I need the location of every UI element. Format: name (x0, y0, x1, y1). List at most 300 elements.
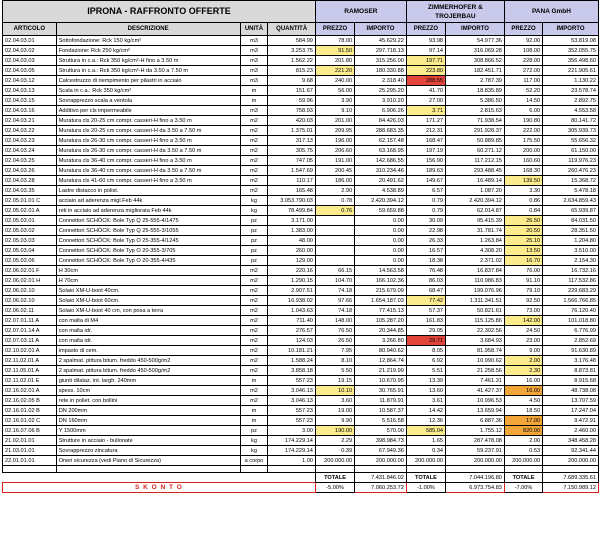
cell-importo: 20.491.62 (355, 176, 407, 186)
cell-prezzo: 197.71 (406, 56, 445, 66)
cell-prezzo: 117.00 (504, 76, 542, 86)
cell-descrizione: DN 160mm (56, 416, 240, 426)
cell-importo: 67.949.36 (355, 446, 407, 456)
totale-label: TOTALE (315, 473, 354, 483)
cell-prezzo (315, 246, 354, 256)
cell-importo: 48.738.08 (543, 386, 599, 396)
cell-articolo: 02.05.03.01 (3, 216, 57, 226)
cell-importo: 182.451.71 (446, 66, 505, 76)
cell-importo: 55.656.32 (543, 136, 599, 146)
cell-descrizione: Solaio XM-U-boot 40 cm, con posa a terra (56, 306, 240, 316)
cell-importo: 166.102.36 (355, 276, 407, 286)
cell-importo: 45.629.22 (355, 36, 407, 46)
cell-prezzo: 0.84 (504, 206, 542, 216)
cell-unita: pz (240, 426, 268, 436)
cell-quantita: 1.562.22 (268, 56, 316, 66)
cell-articolo: 02.16.02.05 B (3, 396, 57, 406)
cell-quantita: 3.00 (268, 426, 316, 436)
cell-importo: 200.000.00 (355, 456, 407, 466)
cell-prezzo: 139.50 (504, 176, 542, 186)
cell-importo: 21.258.56 (446, 366, 505, 376)
col-unita: UNITÀ (240, 23, 268, 36)
cell-unita: m3 (240, 76, 268, 86)
cell-quantita: 165.48 (268, 186, 316, 196)
table-body (3, 36, 599, 466)
cell-importo: 352.055.75 (543, 46, 599, 56)
cell-descrizione: Additivo per cls impermeabile (56, 106, 240, 116)
cell-importo: 16.837.84 (446, 266, 505, 276)
cell-prezzo: 189.63 (406, 166, 445, 176)
table-row (3, 76, 599, 86)
cell-prezzo: 585.04 (406, 426, 445, 436)
cell-articolo: 02.04.03.22 (3, 126, 57, 136)
cell-unita: m3 (240, 56, 268, 66)
table-row (3, 106, 599, 116)
table-row (3, 386, 599, 396)
cell-importo: 0.00 (355, 226, 407, 236)
cell-articolo: 02.04.03.26 (3, 166, 57, 176)
table-row (3, 246, 599, 256)
cell-quantita: 276.57 (268, 326, 316, 336)
cell-prezzo: 16.70 (504, 256, 542, 266)
cell-prezzo: 6.57 (406, 186, 445, 196)
cell-quantita: 48.00 (268, 236, 316, 246)
cell-importo: 115.125.86 (446, 316, 505, 326)
cell-importo: 31.781.74 (446, 226, 505, 236)
cell-importo: 229.683.29 (543, 286, 599, 296)
cell-quantita: 1.290.15 (268, 276, 316, 286)
cell-articolo: 02.16.07.06 B (3, 426, 57, 436)
table-row (3, 356, 599, 366)
cell-articolo: 02.04.03.23 (3, 136, 57, 146)
cell-prezzo: 91.10 (504, 276, 542, 286)
cell-unita: a corpo (240, 456, 268, 466)
cell-unita: m (240, 406, 268, 416)
sconto-total-zimmerhofer: 6.973.754.83 (446, 483, 505, 493)
cell-unita: m2 (240, 126, 268, 136)
cell-articolo: 02.16.02.01 A (3, 386, 57, 396)
cell-importo: 110.986.83 (446, 276, 505, 286)
table-row (3, 56, 599, 66)
table-row (3, 436, 599, 446)
cell-prezzo: 288.55 (406, 76, 445, 86)
cell-importo: 65.939.87 (543, 206, 599, 216)
cell-prezzo: 9.90 (315, 416, 354, 426)
cell-descrizione: Muratura cls 26-30 cm compr. casseri-H da 3.50 a 7.50 m (56, 146, 240, 156)
col-importo: IMPORTO (355, 23, 407, 36)
cell-prezzo: 86.03 (406, 276, 445, 286)
cell-unita: kg (240, 446, 268, 456)
table-row (3, 186, 599, 196)
cell-importo: 119.976.23 (543, 156, 599, 166)
cell-unita: m2 (240, 326, 268, 336)
cell-prezzo: 91.50 (315, 46, 354, 56)
cell-importo: 13.707.59 (543, 396, 599, 406)
cell-prezzo (315, 226, 354, 236)
cell-unita: m2 (240, 286, 268, 296)
col-prezzo: PREZZO (504, 23, 542, 36)
cell-importo: 287.478.08 (446, 436, 505, 446)
totale-label: TOTALE (504, 473, 542, 483)
cell-prezzo: 13.39 (406, 376, 445, 386)
cell-importo: 2.787.39 (446, 76, 505, 86)
cell-quantita: 220.16 (268, 266, 316, 276)
cell-unita: m2 (240, 176, 268, 186)
cell-quantita: 59.96 (268, 96, 316, 106)
cell-unita: kg (240, 196, 268, 206)
cell-prezzo: 200.000.00 (406, 456, 445, 466)
cell-importo: 117.212.15 (446, 156, 505, 166)
cell-prezzo: 7.95 (315, 346, 354, 356)
cell-importo: 80.141.72 (543, 116, 599, 126)
cell-descrizione: Connettori SCHÖCK: Bole Typ O 20-355-4/435 (56, 256, 240, 266)
table-row (3, 336, 599, 346)
cell-importo: 260.476.23 (543, 166, 599, 176)
cell-descrizione: Oneri sicurezza (vedi Piano di Sicurezza) (56, 456, 240, 466)
cell-prezzo: 79.10 (504, 286, 542, 296)
cell-importo: 6.776.99 (543, 326, 599, 336)
cell-importo: 291.928.37 (446, 126, 505, 136)
sconto-total-ramoser: 7.060.253.72 (355, 483, 407, 493)
sconto-label: S K O N T O (3, 483, 316, 493)
cell-importo: 1.654.187.03 (355, 296, 407, 306)
table-row (3, 216, 599, 226)
cell-importo: 2.318.40 (355, 76, 407, 86)
cell-articolo: 02.04.03.21 (3, 116, 57, 126)
cell-prezzo: 0.39 (315, 446, 354, 456)
cell-quantita: 758.93 (268, 106, 316, 116)
cell-articolo: 02.06.02.10 (3, 296, 57, 306)
table-row (3, 266, 599, 276)
cell-unita: m2 (240, 386, 268, 396)
cell-prezzo: 20.50 (504, 226, 542, 236)
cell-importo: 62.014.87 (446, 206, 505, 216)
cell-importo: 200.000.00 (543, 456, 599, 466)
cell-unita: m2 (240, 316, 268, 326)
cell-prezzo: 24.50 (504, 326, 542, 336)
cell-articolo: 02.04.03.28 (3, 176, 57, 186)
supplier-ramoser: RAMOSER (315, 1, 406, 23)
cell-importo: 315.256.00 (355, 56, 407, 66)
cell-importo: 11.879.91 (355, 396, 407, 406)
table-row (3, 366, 599, 376)
cell-importo: 50.821.61 (446, 306, 505, 316)
cell-importo: 1.566.766.85 (543, 296, 599, 306)
cell-quantita: 557.23 (268, 406, 316, 416)
cell-importo: 1.087.20 (446, 186, 505, 196)
cell-prezzo: 41.70 (406, 86, 445, 96)
cell-prezzo: 52.20 (504, 86, 542, 96)
cell-importo: 4.538.89 (355, 186, 407, 196)
cell-prezzo: 13.60 (406, 386, 445, 396)
cell-prezzo: 222.00 (504, 126, 542, 136)
cell-descrizione: Connettori SCHÖCK: Bole Typ O 20-355-3/705 (56, 246, 240, 256)
cell-prezzo: 14.50 (504, 96, 542, 106)
cell-descrizione: spess. 10cm (56, 386, 240, 396)
cell-importo: 18.835.89 (446, 86, 505, 96)
cell-articolo: 21.03.01.01 (3, 446, 57, 456)
cell-prezzo: 148.00 (315, 316, 354, 326)
cell-quantita: 1.588.24 (268, 356, 316, 366)
sconto-pct-pana: -7.00% (504, 483, 542, 493)
cell-descrizione: Muratura cls 41-60 cm compr. casseri-H fino a 3.50 m (56, 176, 240, 186)
cell-prezzo: 29.71 (406, 336, 445, 346)
cell-prezzo: 3.71 (406, 106, 445, 116)
cell-prezzo: 2.90 (315, 186, 354, 196)
col-importo: IMPORTO (543, 23, 599, 36)
col-descrizione: DESCRIZIONE (56, 23, 240, 36)
cell-importo: 8.873.81 (543, 366, 599, 376)
cell-quantita: 3.053.790.03 (268, 196, 316, 206)
cell-importo: 310.234.46 (355, 166, 407, 176)
cell-importo: 61.150.00 (543, 146, 599, 156)
cell-unita: m2 (240, 336, 268, 346)
cell-prezzo: 68.47 (406, 286, 445, 296)
cell-prezzo: 200.000.00 (504, 456, 542, 466)
cell-prezzo: 0.76 (315, 206, 354, 216)
cell-importo: 9.472.91 (543, 416, 599, 426)
cell-importo: 41.427.37 (446, 386, 505, 396)
cell-quantita: 557.23 (268, 376, 316, 386)
cell-descrizione: con malta idr. (56, 326, 240, 336)
cell-prezzo: 10.10 (315, 386, 354, 396)
cell-prezzo: 3.60 (315, 396, 354, 406)
cell-prezzo: 29.05 (406, 326, 445, 336)
cell-quantita: 129.00 (268, 256, 316, 266)
cell-importo: 1.263.84 (446, 236, 505, 246)
cell-importo: 4.553.58 (543, 106, 599, 116)
cell-importo: 5.386.50 (446, 96, 505, 106)
cell-articolo: 02.16.01.02 B (3, 406, 57, 416)
table-row (3, 176, 599, 186)
cell-prezzo: 19.00 (315, 406, 354, 416)
cell-prezzo: 209.95 (315, 126, 354, 136)
cell-importo: 1.755.12 (446, 426, 505, 436)
cell-importo: 16.732.16 (543, 266, 599, 276)
cell-quantita: 124.03 (268, 336, 316, 346)
cell-descrizione: H 30cm (56, 266, 240, 276)
table-row (3, 396, 599, 406)
cell-quantita: 2.907.51 (268, 286, 316, 296)
table-row (3, 126, 599, 136)
cell-prezzo: 240.00 (315, 76, 354, 86)
cell-prezzo: 206.60 (315, 146, 354, 156)
cell-importo: 2.852.69 (543, 336, 599, 346)
cell-prezzo: 228.00 (504, 56, 542, 66)
cell-importo: 22.302.56 (446, 326, 505, 336)
cell-importo: 12.864.74 (355, 356, 407, 366)
cell-prezzo: 200.000.00 (315, 456, 354, 466)
table-row (3, 226, 599, 236)
cell-importo: 180.330.88 (355, 66, 407, 76)
cell-quantita: 78.499.84 (268, 206, 316, 216)
cell-importo: 0.00 (355, 246, 407, 256)
cell-prezzo: 201.80 (315, 56, 354, 66)
cell-articolo: 02.04.03.24 (3, 146, 57, 156)
cell-importo: 23.578.74 (543, 86, 599, 96)
cell-importo: 92.341.44 (543, 446, 599, 456)
cell-articolo: 02.06.02.01 F (3, 266, 57, 276)
cell-importo: 2.892.75 (543, 96, 599, 106)
cell-descrizione: 2 spalmat. pittura bitum. freddo 450-500g/m2 (56, 366, 240, 376)
cell-prezzo: 0.86 (504, 196, 542, 206)
cell-descrizione: Solaio XM-U-boot 40cm. (56, 286, 240, 296)
cell-articolo: 02.07.03.11 A (3, 336, 57, 346)
table-row (3, 406, 599, 416)
cell-prezzo: 0.34 (406, 446, 445, 456)
spacer-row (3, 466, 599, 473)
cell-prezzo: 97.66 (315, 296, 354, 306)
table-row (3, 46, 599, 56)
cell-prezzo: 74.18 (315, 286, 354, 296)
cell-prezzo (315, 216, 354, 226)
comparison-table (2, 0, 599, 493)
cell-prezzo: 212.31 (406, 126, 445, 136)
cell-descrizione: impasto di cem. (56, 346, 240, 356)
cell-articolo: 22.01.01.01 (3, 456, 57, 466)
cell-prezzo: 175.50 (504, 136, 542, 146)
cell-unita: m2 (240, 276, 268, 286)
cell-descrizione: Struttura in c.a.: Rck 350 kg/cm²-H fino a 3.50 m (56, 56, 240, 66)
cell-importo: 84.031.50 (543, 216, 599, 226)
cell-quantita: 3.046.13 (268, 386, 316, 396)
cell-importo: 305.939.73 (543, 126, 599, 136)
cell-prezzo: 191.00 (315, 156, 354, 166)
sconto-pct-zimmerhofer: -1.00% (406, 483, 445, 493)
cell-prezzo: 3.30 (504, 186, 542, 196)
cell-importo: 142.686.55 (355, 156, 407, 166)
cell-descrizione: Struttura in c.a.: Rck 350 kg/cm²-H da 3.50 a 7.50 m (56, 66, 240, 76)
col-quantita: QUANTITÀ (268, 23, 316, 36)
cell-importo: 4.308.20 (446, 246, 505, 256)
cell-prezzo: 1.65 (406, 436, 445, 446)
cell-unita: m2 (240, 346, 268, 356)
cell-importo: 21.219.99 (355, 366, 407, 376)
cell-prezzo: 161.83 (406, 316, 445, 326)
table-row (3, 96, 599, 106)
cell-importo: 59.659.88 (355, 206, 407, 216)
totale-zimmerhofer: 7.044.196.80 (446, 473, 505, 483)
col-importo: IMPORTO (446, 23, 505, 36)
cell-importo: 54.977.36 (446, 36, 505, 46)
cell-importo: 215.679.09 (355, 286, 407, 296)
cell-prezzo: 223.80 (406, 66, 445, 76)
cell-prezzo: 26.33 (406, 236, 445, 246)
cell-prezzo: 97.14 (406, 46, 445, 56)
cell-prezzo: 66.15 (315, 266, 354, 276)
col-prezzo: PREZZO (315, 23, 354, 36)
table-row (3, 256, 599, 266)
cell-articolo: 02.04.03.01 (3, 36, 57, 46)
table-row (3, 66, 599, 76)
col-articolo: ARTICOLO (3, 23, 57, 36)
table-row (3, 136, 599, 146)
cell-prezzo: 5.50 (315, 366, 354, 376)
cell-descrizione: reti in acciaio ad aderenza migliorata Feb 44k (56, 206, 240, 216)
cell-prezzo: 221.20 (315, 66, 354, 76)
table-row (3, 166, 599, 176)
cell-importo: 95.415.39 (446, 216, 505, 226)
cell-descrizione: DN 200mm (56, 406, 240, 416)
cell-descrizione: rete in poliet. con bollini (56, 396, 240, 406)
cell-importo: 1.204.80 (543, 236, 599, 246)
cell-unita: m2 (240, 306, 268, 316)
cell-prezzo: 6.92 (406, 356, 445, 366)
cell-prezzo: 149.67 (406, 176, 445, 186)
cell-prezzo: 3.90 (315, 96, 354, 106)
cell-quantita: 3.253.75 (268, 46, 316, 56)
cell-unita: m2 (240, 396, 268, 406)
cell-importo: 3.266.80 (355, 336, 407, 346)
header-row-title (3, 1, 599, 23)
cell-descrizione: Connettori SCHÖCK: Bole Typ O 25-355-4/1245 (56, 236, 240, 246)
cell-prezzo: 0.78 (315, 196, 354, 206)
cell-quantita: 174.229.14 (268, 446, 316, 456)
table-row (3, 456, 599, 466)
table-row (3, 286, 599, 296)
cell-prezzo (315, 256, 354, 266)
table-row (3, 156, 599, 166)
cell-descrizione: Scala in c.a.: Rck 350 kg/cm² (56, 86, 240, 96)
cell-articolo: 02.04.03.13 (3, 86, 57, 96)
table-row (3, 326, 599, 336)
cell-prezzo: 142.00 (504, 316, 542, 326)
cell-importo: 3.510.00 (543, 246, 599, 256)
cell-prezzo: 272.00 (504, 66, 542, 76)
cell-prezzo: 2.00 (504, 436, 542, 446)
cell-prezzo: 14.42 (406, 406, 445, 416)
cell-articolo: 02.05.02.01 A (3, 206, 57, 216)
cell-importo: 356.498.60 (543, 56, 599, 66)
table-row (3, 206, 599, 216)
cell-unita: m2 (240, 146, 268, 156)
cell-importo: 105.287.20 (355, 316, 407, 326)
cell-unita: pz (240, 236, 268, 246)
cell-importo: 221.905.61 (543, 66, 599, 76)
header-row-columns (3, 23, 599, 36)
cell-quantita: 557.23 (268, 416, 316, 426)
table-row (3, 236, 599, 246)
cell-articolo: 02.04.03.25 (3, 156, 57, 166)
cell-prezzo: 820.00 (504, 426, 542, 436)
cell-importo: 348.458.28 (543, 436, 599, 446)
cell-prezzo: 18.50 (504, 406, 542, 416)
cell-prezzo: 9.00 (504, 346, 542, 356)
sconto-total-pana: 7.150.989.12 (543, 483, 599, 493)
cell-importo: 10.996.53 (446, 396, 505, 406)
cell-importo: 10.670.95 (355, 376, 407, 386)
cell-unita: m3 (240, 66, 268, 76)
cell-unita: m2 (240, 186, 268, 196)
cell-articolo: 02.05.03.06 (3, 256, 57, 266)
cell-prezzo: 25.10 (504, 236, 542, 246)
cell-quantita: 711.40 (268, 316, 316, 326)
table-row (3, 36, 599, 46)
cell-unita: m (240, 96, 268, 106)
cell-importo: 398.984.73 (355, 436, 407, 446)
cell-quantita: 10.181.21 (268, 346, 316, 356)
cell-importo: 3.910.20 (355, 96, 407, 106)
cell-quantita: 747.05 (268, 156, 316, 166)
cell-importo: 25.295.20 (355, 86, 407, 96)
table-row (3, 426, 599, 436)
cell-importo: 101.018.80 (543, 316, 599, 326)
cell-quantita: 3.858.18 (268, 366, 316, 376)
cell-importo: 10.587.37 (355, 406, 407, 416)
cell-prezzo: 0.79 (406, 196, 445, 206)
cell-descrizione: Fondazione: Rck 250 kg/cm² (56, 46, 240, 56)
totale-pana: 7.689.335.61 (543, 473, 599, 483)
